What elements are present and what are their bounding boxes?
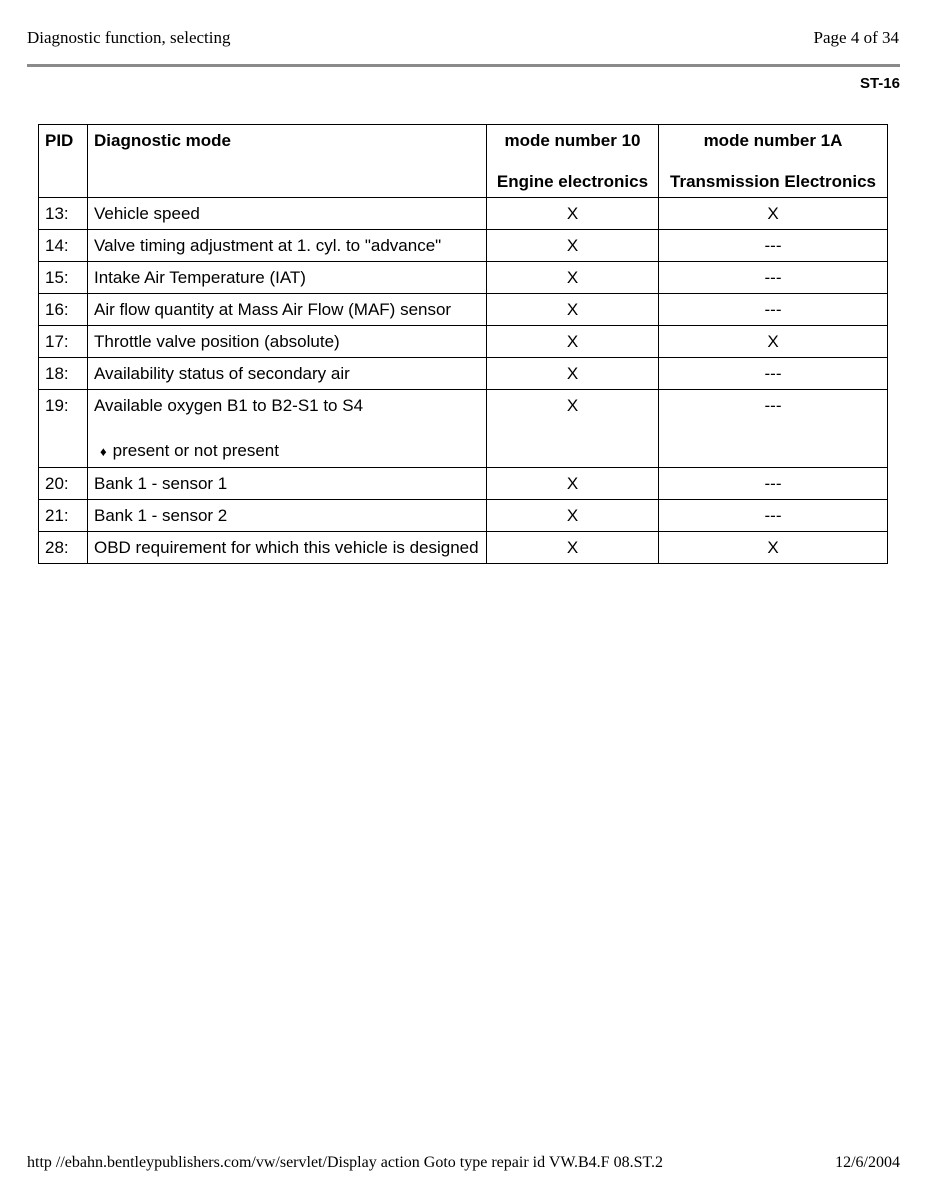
table-row: [39, 230, 888, 262]
transmission-cell: ---: [659, 262, 888, 294]
transmission-cell: X: [659, 198, 888, 230]
pid-cell: 18:: [39, 358, 88, 390]
diamond-bullet-icon: ♦: [100, 444, 107, 459]
pid-cell: 13:: [39, 198, 88, 230]
transmission-cell: ---: [659, 390, 888, 468]
transmission-cell: X: [659, 326, 888, 358]
pid-cell: 19:: [39, 390, 88, 468]
transmission-cell: ---: [659, 230, 888, 262]
engine-cell: X: [487, 294, 659, 326]
mode-cell: Intake Air Temperature (IAT): [88, 262, 487, 294]
sub-item: [94, 441, 480, 462]
pid-cell: 14:: [39, 230, 88, 262]
header-divider: [27, 64, 900, 67]
mode-cell: Vehicle speed: [88, 198, 487, 230]
engine-label: Engine electronics: [496, 172, 649, 191]
mode-cell: Availability status of secondary air: [88, 358, 487, 390]
engine-column-header: [487, 125, 659, 198]
engine-cell: X: [487, 390, 659, 468]
table-row: [39, 358, 888, 390]
table-row: [39, 468, 888, 500]
transmission-cell: ---: [659, 358, 888, 390]
transmission-cell: ---: [659, 468, 888, 500]
footer-url[interactable]: http //ebahn.bentleypublishers.com/vw/servlet/Display action Goto type repair id VW.B4.F 08.ST.2: [27, 1154, 664, 1171]
pid-header: PID: [39, 125, 88, 198]
mode-cell: OBD requirement for which this vehicle is designed: [88, 532, 487, 564]
diagnostic-mode-header: Diagnostic mode: [88, 125, 487, 198]
engine-cell: X: [487, 532, 659, 564]
table-row: [39, 326, 888, 358]
transmission-cell: ---: [659, 500, 888, 532]
footer-date: 12/6/2004: [835, 1154, 900, 1171]
transmission-mode-number: mode number 1A: [703, 131, 843, 150]
pid-cell: 21:: [39, 500, 88, 532]
engine-cell: X: [487, 326, 659, 358]
table-row: [39, 262, 888, 294]
sub-item-text: present or not present: [112, 441, 279, 460]
table-row: [39, 198, 888, 230]
mode-cell: Bank 1 - sensor 1: [88, 468, 487, 500]
table-row: [39, 500, 888, 532]
mode-text: Available oxygen B1 to B2-S1 to S4: [94, 396, 364, 415]
page-footer: [27, 1154, 900, 1172]
engine-mode-number: mode number 10: [504, 131, 641, 150]
engine-cell: X: [487, 230, 659, 262]
pid-cell: 17:: [39, 326, 88, 358]
mode-cell: Throttle valve position (absolute): [88, 326, 487, 358]
pid-cell: 20:: [39, 468, 88, 500]
mode-cell: Bank 1 - sensor 2: [88, 500, 487, 532]
table-row: [39, 294, 888, 326]
transmission-label: Transmission Electronics: [670, 172, 876, 191]
table-row: [39, 390, 888, 468]
engine-cell: X: [487, 500, 659, 532]
engine-cell: X: [487, 198, 659, 230]
transmission-column-header: [659, 125, 888, 198]
engine-cell: X: [487, 262, 659, 294]
mode-cell: Air flow quantity at Mass Air Flow (MAF) sensor: [88, 294, 487, 326]
document-code: ST-16: [859, 75, 900, 92]
engine-cell: X: [487, 358, 659, 390]
pid-cell: 15:: [39, 262, 88, 294]
mode-cell: [88, 390, 487, 468]
mode-cell: Valve timing adjustment at 1. cyl. to "advance": [88, 230, 487, 262]
table-header-row: [39, 125, 888, 198]
pid-cell: 28:: [39, 532, 88, 564]
transmission-cell: X: [659, 532, 888, 564]
table-row: [39, 532, 888, 564]
pid-cell: 16:: [39, 294, 88, 326]
transmission-cell: ---: [659, 294, 888, 326]
page-number: Page 4 of 34: [813, 28, 899, 47]
page-title: Diagnostic function, selecting: [27, 28, 231, 47]
engine-cell: X: [487, 468, 659, 500]
diagnostic-table: [38, 124, 888, 564]
